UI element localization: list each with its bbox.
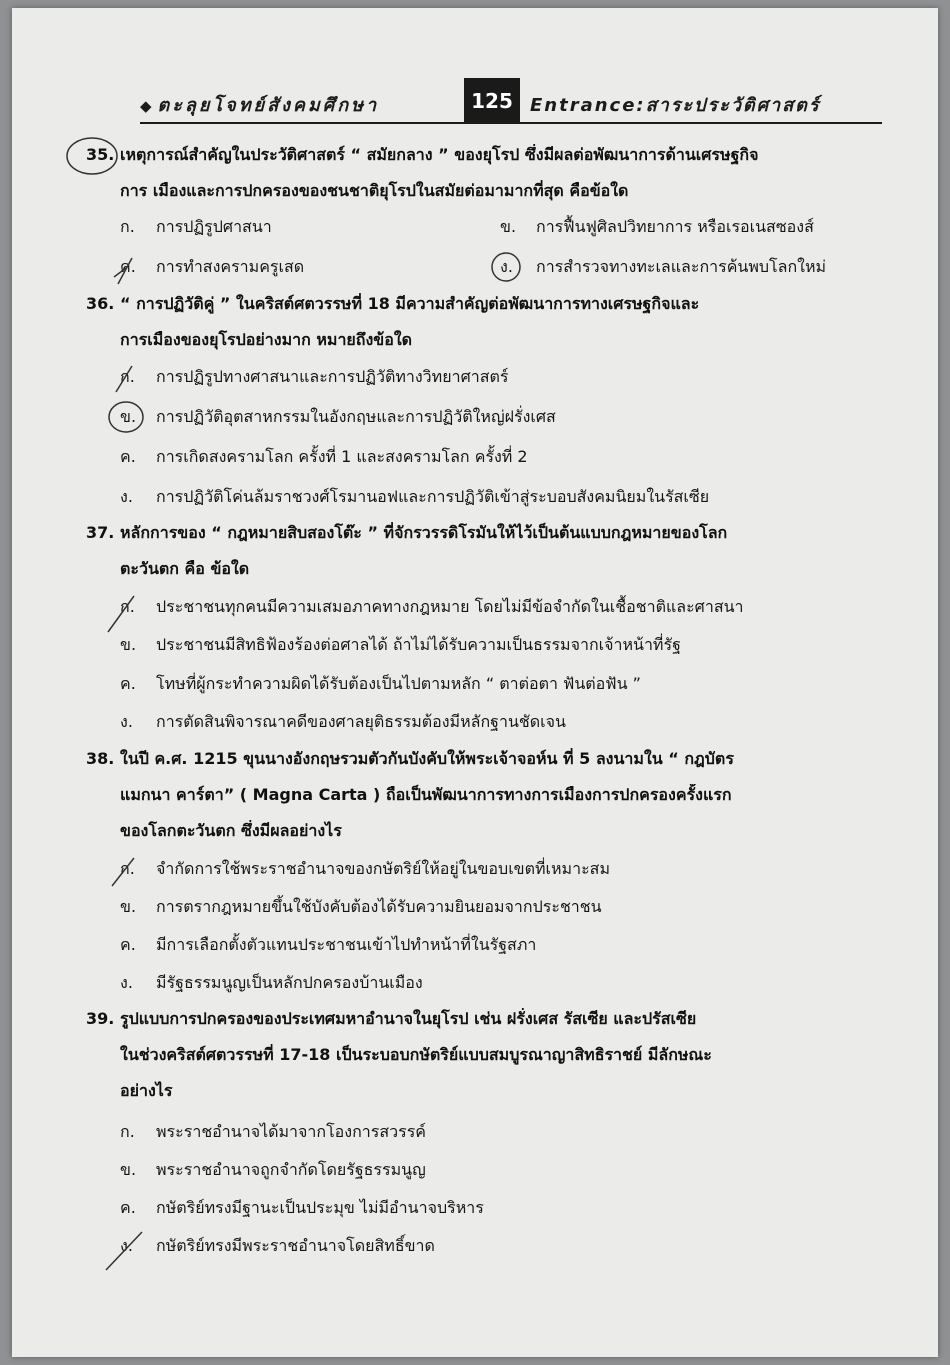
option-text: มีการเลือกตั้งตัวแทนประชาชนเข้าไปทำหน้าที่ในรัฐสภา: [156, 935, 537, 954]
option-letter: ง.: [120, 487, 133, 506]
option-text: การสำรวจทางทะเลและการค้นพบโลกใหม่: [536, 257, 827, 276]
option-letter: ค.: [120, 1198, 136, 1217]
question-36-text: [120, 329, 870, 351]
question-38-text: [120, 784, 870, 806]
option-text: พระราชอำนาจถูกจำกัดโดยรัฐธรรมนูญ: [156, 1160, 426, 1179]
answer-option: [120, 486, 709, 508]
question-37-text: [120, 558, 870, 580]
question-38-text: [120, 820, 870, 842]
question-line: การเมืองของยุโรปอย่างมาก หมายถึงข้อใด: [120, 330, 413, 349]
question-line: อย่างไร: [120, 1081, 173, 1100]
question-35-text: [120, 180, 870, 202]
option-letter: ค.: [120, 935, 136, 954]
option-text: การตรากฎหมายขึ้นใช้บังคับต้องได้รับความยินยอมจากประชาชน: [156, 897, 602, 916]
option-text: ประชาชนทุกคนมีความเสมอภาคทางกฎหมาย โดยไม่มีข้อจำกัดในเชื้อชาติและศาสนา: [156, 597, 744, 616]
question-line: ตะวันตก คือ ข้อใด: [120, 559, 250, 578]
option-text: ประชาชนมีสิทธิฟ้องร้องต่อศาลได้ ถ้าไม่ได้รับความเป็นธรรมจากเจ้าหน้าที่รัฐ: [156, 635, 681, 654]
option-text: การเกิดสงครามโลก ครั้งที่ 1 และสงครามโลก ครั้งที่ 2: [156, 447, 528, 466]
answer-option: [120, 1159, 426, 1181]
option-letter: ก.: [120, 217, 135, 236]
option-letter: ค.: [120, 674, 136, 693]
option-text: จำกัดการใช้พระราชอำนาจของกษัตริย์ให้อยู่ในขอบเขตที่เหมาะสม: [156, 859, 610, 878]
question-line: ในปี ค.ศ. 1215 ขุนนางอังกฤษรวมตัวกันบังคับให้พระเจ้าจอห์น ที่ 5 ลงนามใน “ กฎบัตร: [120, 749, 734, 768]
answer-option: [120, 256, 304, 278]
option-letter: ค.: [120, 447, 136, 466]
question-line: ของโลกตะวันตก ซึ่งมีผลอย่างไร: [120, 821, 342, 840]
option-letter: ข.: [120, 407, 137, 426]
question-39-text: [120, 1080, 870, 1102]
answer-option: [120, 634, 681, 656]
question-line: รูปแบบการปกครองของประเทศมหาอำนาจในยุโรป เช่น ฝรั่งเศส รัสเซีย และปรัสเซีย: [120, 1009, 697, 1028]
option-letter: ง.: [120, 973, 133, 992]
question-35-text: [86, 144, 870, 166]
option-letter: ค.: [120, 257, 136, 276]
answer-option: [500, 216, 814, 238]
question-line: “ การปฏิวัติคู่ ” ในคริสต์ศตวรรษที่ 18 มีความสำคัญต่อพัฒนาการทางเศรษฐกิจและ: [120, 294, 700, 313]
question-line: เหตุการณ์สำคัญในประวัติศาสตร์ “ สมัยกลาง ” ของยุโรป ซึ่งมีผลต่อพัฒนาการด้านเศรษฐกิจ: [120, 145, 759, 164]
question-36-text: [86, 293, 870, 315]
answer-option: [120, 858, 610, 880]
page-number: 125: [464, 78, 520, 124]
option-letter: ข.: [120, 897, 137, 916]
option-text: โทษที่ผู้กระทำความผิดได้รับต้องเป็นไปตามหลัก “ ตาต่อตา ฟันต่อฟัน ”: [156, 674, 641, 693]
page-header: [140, 86, 882, 120]
question-number: 36.: [86, 294, 115, 313]
option-text: การทำสงครามครูเสด: [156, 257, 305, 276]
question-line: การ เมืองและการปกครองของชนชาติยุโรปในสมัยต่อมามากที่สุด คือข้อใด: [120, 181, 629, 200]
answer-option: [120, 446, 528, 468]
option-letter: ก.: [120, 1122, 135, 1141]
option-letter: ข.: [120, 1160, 137, 1179]
question-line: ในช่วงคริสต์ศตวรรษที่ 17-18 เป็นระบอบกษัตริย์แบบสมบูรณาญาสิทธิราชย์ มีลักษณะ: [120, 1045, 712, 1064]
option-text: การปฏิรูปทางศาสนาและการปฏิวัติทางวิทยาศาสตร์: [156, 367, 509, 386]
header-left: [140, 90, 379, 119]
option-text: การปฏิวัติอุตสาหกรรมในอังกฤษและการปฏิวัติใหญ่ฝรั่งเศส: [156, 407, 556, 426]
header-rule: [140, 122, 882, 124]
option-text: กษัตริย์ทรงมีฐานะเป็นประมุข ไม่มีอำนาจบริหาร: [156, 1198, 484, 1217]
question-39-text: [86, 1008, 870, 1030]
question-37-text: [86, 522, 870, 544]
answer-option: [500, 256, 826, 278]
question-number: 39.: [86, 1009, 115, 1028]
answer-option: [120, 596, 744, 618]
answer-option: [120, 972, 423, 994]
option-text: การตัดสินพิจารณาคดีของศาลยุติธรรมต้องมีหลักฐานชัดเจน: [156, 712, 566, 731]
header-book-title: ตะลุยโจทย์สังคมศึกษา: [157, 95, 380, 116]
answer-option: [120, 406, 556, 428]
header-section-title: Entrance:สาระประวัติศาสตร์: [530, 95, 821, 116]
answer-option: [120, 896, 602, 918]
question-number: 38.: [86, 749, 115, 768]
answer-option: [120, 1235, 435, 1257]
option-text: การฟื้นฟูศิลปวิทยาการ หรือเรอเนสซองส์: [536, 217, 814, 236]
option-letter: ง.: [500, 257, 513, 276]
option-text: การปฏิวัติโค่นล้มราชวงศ์โรมานอฟและการปฏิวัติเข้าสู่ระบอบสังคมนิยมในรัสเซีย: [156, 487, 710, 506]
answer-option: [120, 934, 536, 956]
question-line: แมกนา คาร์ตา” ( Magna Carta ) ถือเป็นพัฒนาการทางการเมืองการปกครองครั้งแรก: [120, 785, 732, 804]
question-number: 35.: [86, 145, 115, 164]
option-letter: ข.: [500, 217, 517, 236]
option-text: การปฏิรูปศาสนา: [156, 217, 272, 236]
answer-option: [120, 366, 508, 388]
option-letter: ง.: [120, 712, 133, 731]
answer-option: [120, 673, 641, 695]
answer-option: [120, 1121, 426, 1143]
question-number: 37.: [86, 523, 115, 542]
answer-option: [120, 216, 272, 238]
question-38-text: [86, 748, 870, 770]
question-line: หลักการของ “ กฎหมายสิบสองโต๊ะ ” ที่จักรวรรดิโรมันให้ไว้เป็นต้นแบบกฎหมายของโลก: [120, 523, 728, 542]
option-letter: ก.: [120, 367, 135, 386]
diamond-bullet-icon: ◆: [140, 97, 152, 115]
answer-option: [120, 711, 566, 733]
option-letter: ก.: [120, 859, 135, 878]
option-letter: ก.: [120, 597, 135, 616]
option-letter: ข.: [120, 635, 137, 654]
option-letter: ง.: [120, 1236, 133, 1255]
option-text: กษัตริย์ทรงมีพระราชอำนาจโดยสิทธิ์ขาด: [156, 1236, 435, 1255]
answer-option: [120, 1197, 484, 1219]
option-text: มีรัฐธรรมนูญเป็นหลักปกครองบ้านเมือง: [156, 973, 423, 992]
question-39-text: [120, 1044, 870, 1066]
option-text: พระราชอำนาจได้มาจากโองการสวรรค์: [156, 1122, 426, 1141]
